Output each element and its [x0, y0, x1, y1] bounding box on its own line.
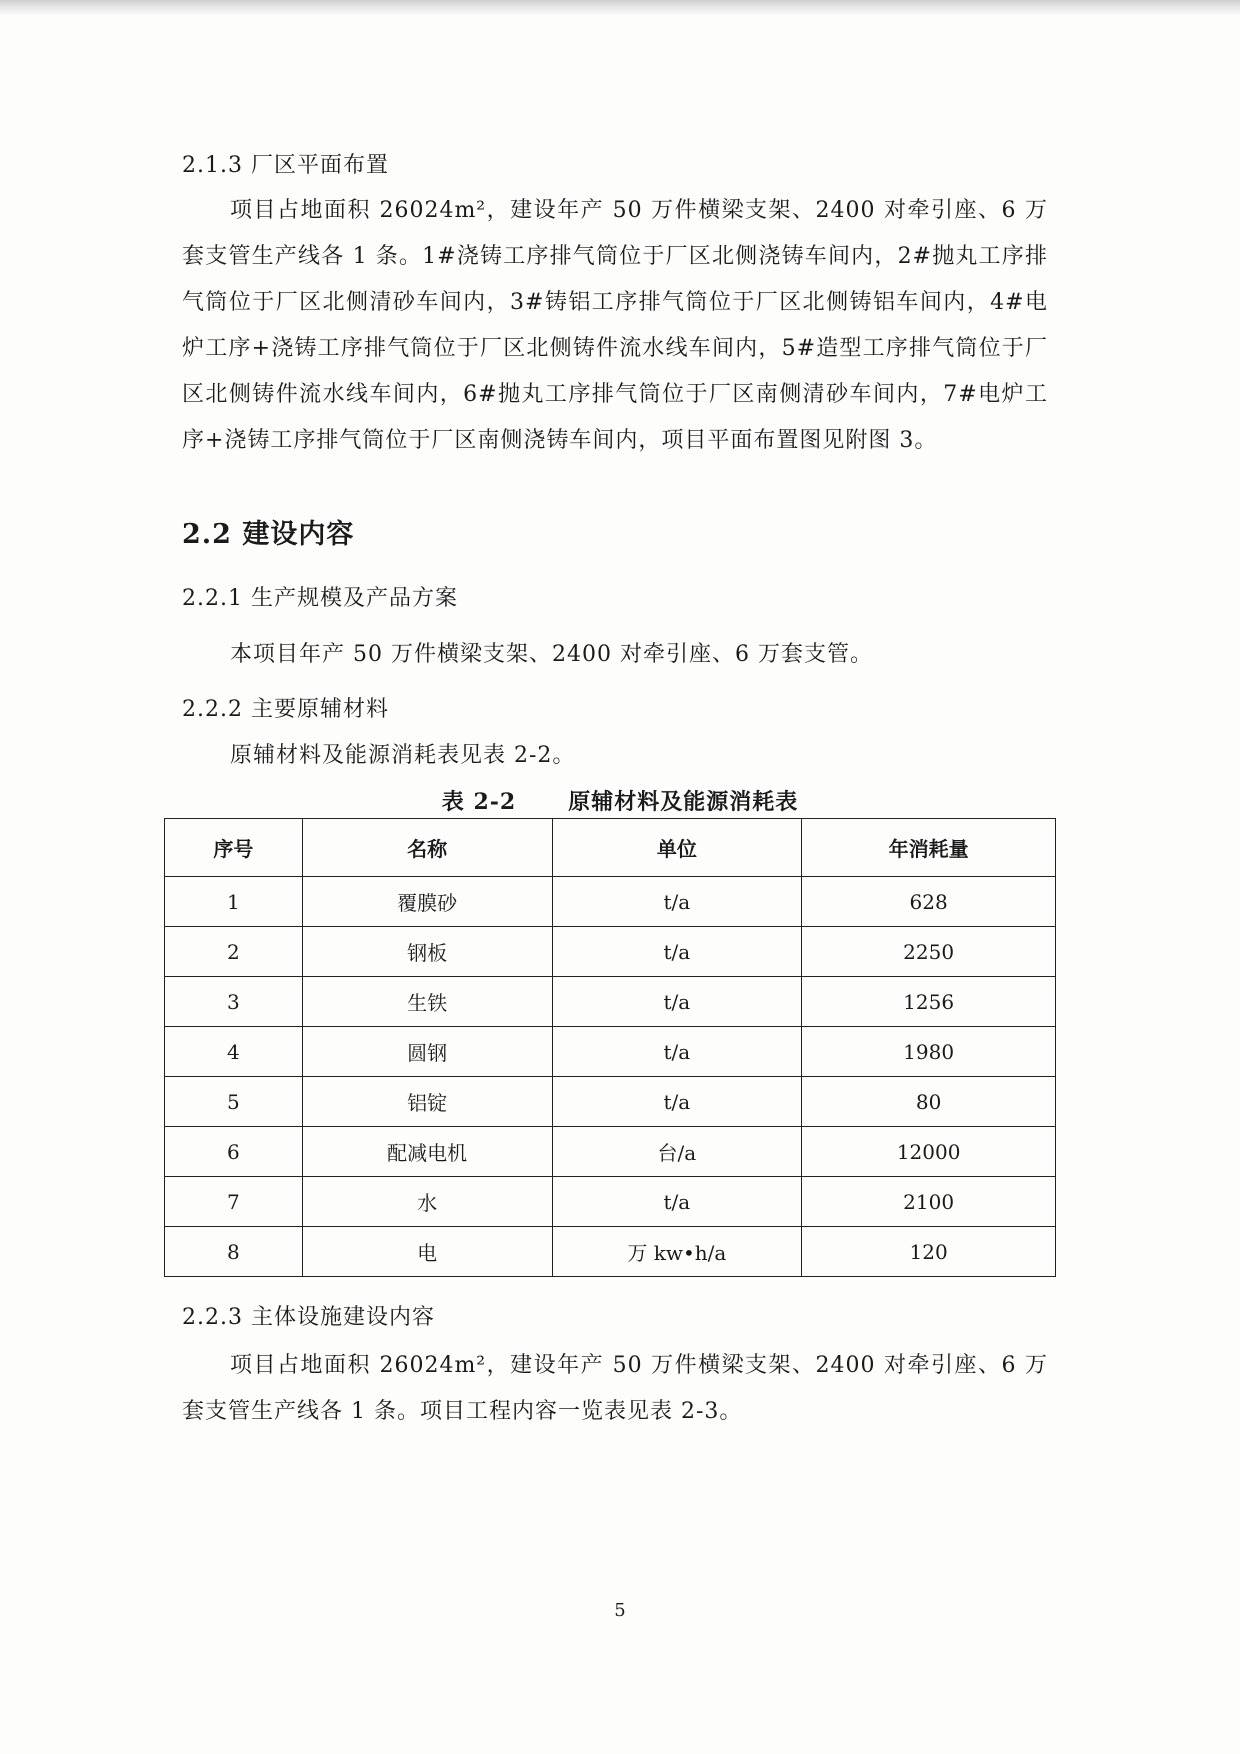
- cell-name: 覆膜砂: [302, 877, 552, 927]
- cell-amount: 2250: [802, 927, 1056, 977]
- table-header-row: [165, 819, 1056, 877]
- cell-amount: 80: [802, 1077, 1056, 1127]
- heading-2-2-3: 2.2.3 主体设施建设内容: [182, 1305, 435, 1330]
- cell-amount: 12000: [802, 1127, 1056, 1177]
- heading-2-2-1: 2.2.1 生产规模及产品方案: [182, 586, 458, 611]
- cell-unit: t/a: [552, 1177, 802, 1227]
- table-row: [165, 927, 1056, 977]
- table-number: 表 2-2: [441, 789, 517, 815]
- table-row: [165, 1127, 1056, 1177]
- table-row: [165, 1077, 1056, 1127]
- cell-amount: 1256: [802, 977, 1056, 1027]
- table-row: [165, 1227, 1056, 1277]
- table-caption: [0, 785, 1240, 816]
- cell-index: 1: [165, 877, 303, 927]
- heading-2-2: 2.2 建设内容: [182, 519, 355, 550]
- cell-index: 8: [165, 1227, 303, 1277]
- heading-2-2-2: 2.2.2 主要原辅材料: [182, 697, 389, 722]
- cell-index: 2: [165, 927, 303, 977]
- header-unit: 单位: [552, 819, 802, 877]
- cell-unit: 万 kw•h/a: [552, 1227, 802, 1277]
- cell-unit: 台/a: [552, 1127, 802, 1177]
- cell-index: 4: [165, 1027, 303, 1077]
- cell-index: 6: [165, 1127, 303, 1177]
- paragraph-materials-ref: 原辅材料及能源消耗表见表 2-2。: [230, 743, 576, 768]
- cell-index: 5: [165, 1077, 303, 1127]
- cell-unit: t/a: [552, 977, 802, 1027]
- cell-name: 水: [302, 1177, 552, 1227]
- page-number: 5: [614, 1600, 626, 1621]
- cell-name: 电: [302, 1227, 552, 1277]
- paragraph-layout: 项目占地面积 26024m²，建设年产 50 万件横梁支架、2400 对牵引座、6 万套支管生产线各 1 条。1#浇铸工序排气筒位于厂区北侧浇铸车间内，2#抛丸工序排气筒位于厂区北侧清砂车间内，3#铸铝工序排气筒位于厂区北侧铸铝车间内，4#电炉工序+浇铸工序排气筒位于厂区北侧铸件流水线车间内，5#造型工序排气筒位于厂区北侧铸件流水线车间内，6#抛丸工序排气筒位于厂区南侧清砂车间内，7#电炉工序+浇铸工序排气筒位于厂区南侧浇铸车间内，项目平面布置图见附图 3。: [182, 198, 1048, 453]
- header-index: 序号: [165, 819, 303, 877]
- cell-name: 配减电机: [302, 1127, 552, 1177]
- table-title: 原辅材料及能源消耗表: [568, 789, 799, 815]
- cell-unit: t/a: [552, 927, 802, 977]
- header-name: 名称: [302, 819, 552, 877]
- table-row: [165, 877, 1056, 927]
- cell-amount: 628: [802, 877, 1056, 927]
- cell-amount: 120: [802, 1227, 1056, 1277]
- table-row: [165, 1177, 1056, 1227]
- table-row: [165, 1027, 1056, 1077]
- scan-edge-shadow: [0, 0, 1240, 16]
- header-annual-consumption: 年消耗量: [802, 819, 1056, 877]
- cell-name: 圆钢: [302, 1027, 552, 1077]
- cell-amount: 1980: [802, 1027, 1056, 1077]
- table-row: [165, 977, 1056, 1027]
- cell-name: 钢板: [302, 927, 552, 977]
- cell-unit: t/a: [552, 877, 802, 927]
- paragraph-main-facilities: 项目占地面积 26024m²，建设年产 50 万件横梁支架、2400 对牵引座、6 万套支管生产线各 1 条。项目工程内容一览表见表 2-3。: [182, 1353, 1048, 1424]
- cell-index: 7: [165, 1177, 303, 1227]
- cell-unit: t/a: [552, 1027, 802, 1077]
- heading-2-1-3: 2.1.3 厂区平面布置: [182, 153, 389, 178]
- cell-name: 生铁: [302, 977, 552, 1027]
- cell-name: 铝锭: [302, 1077, 552, 1127]
- materials-table: [164, 818, 1056, 1277]
- cell-index: 3: [165, 977, 303, 1027]
- cell-amount: 2100: [802, 1177, 1056, 1227]
- cell-unit: t/a: [552, 1077, 802, 1127]
- paragraph-production-scale: 本项目年产 50 万件横梁支架、2400 对牵引座、6 万套支管。: [230, 642, 873, 667]
